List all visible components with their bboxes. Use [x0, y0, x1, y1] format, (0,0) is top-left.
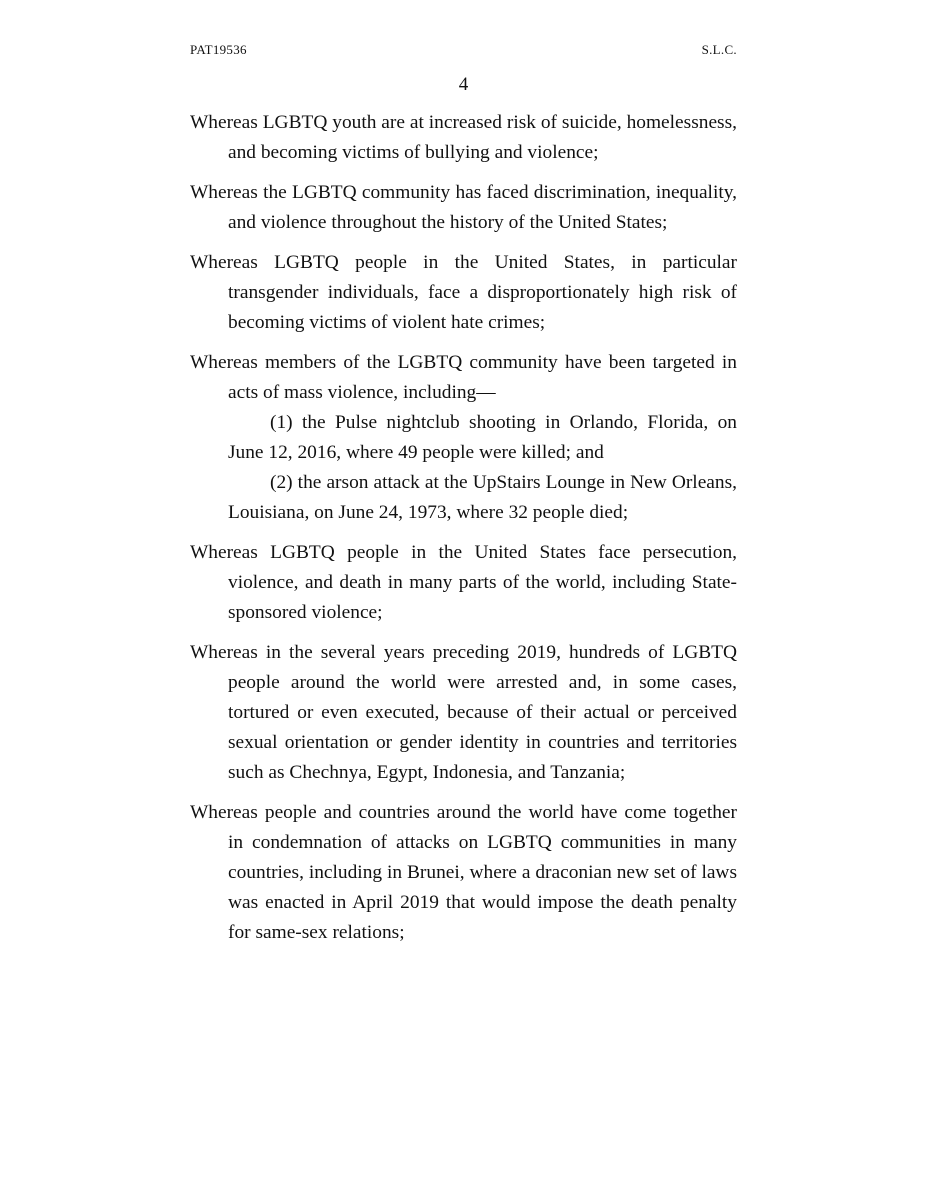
whereas-clause: [190, 798, 737, 948]
office-code: S.L.C.: [701, 42, 737, 57]
clause-text: Whereas members of the LGBTQ community have been targeted in acts of mass violence, including—: [190, 352, 737, 403]
whereas-clause: [190, 538, 737, 628]
clause-text: Whereas people and countries around the world have come together in condemnation of attacks on LGBTQ communities in many countries, including in Brunei, where a draconian new set of laws was enacted in April 2019 that would impose the death penalty for same-sex relations;: [190, 802, 737, 943]
whereas-clause: [190, 348, 737, 528]
whereas-clause: [190, 248, 737, 338]
document-id: PAT19536: [190, 42, 247, 57]
page-number: 4: [458, 74, 469, 95]
clause-item: (1) the Pulse nightclub shooting in Orlando, Florida, on June 12, 2016, where 49 people were killed; and: [228, 412, 737, 463]
clause-text: Whereas LGBTQ youth are at increased risk of suicide, homelessness, and becoming victims of bullying and violence;: [190, 112, 737, 163]
clause-text: Whereas LGBTQ people in the United States face persecution, violence, and death in many parts of the world, including State-sponsored violence;: [190, 542, 737, 623]
whereas-clause: [190, 638, 737, 788]
whereas-clause: [190, 108, 737, 168]
clause-item-list: [190, 408, 737, 528]
clause-text: Whereas in the several years preceding 2019, hundreds of LGBTQ people around the world were arrested and, in some cases, tortured or even executed, because of their actual or perceived sexual orientation or gender identity in countries and territories such as Chechnya, Egypt, Indonesia, and Tanzania;: [190, 642, 737, 783]
clause-item: (2) the arson attack at the UpStairs Lounge in New Orleans, Louisiana, on June 24, 1973, where 32 people died;: [228, 472, 737, 523]
document-body: [190, 108, 737, 958]
clause-text: Whereas LGBTQ people in the United States, in particular transgender individuals, face a disproportionately high risk of becoming victims of violent hate crimes;: [190, 252, 737, 333]
clause-text: Whereas the LGBTQ community has faced discrimination, inequality, and violence throughout the history of the United States;: [190, 182, 737, 233]
whereas-clause: [190, 178, 737, 238]
